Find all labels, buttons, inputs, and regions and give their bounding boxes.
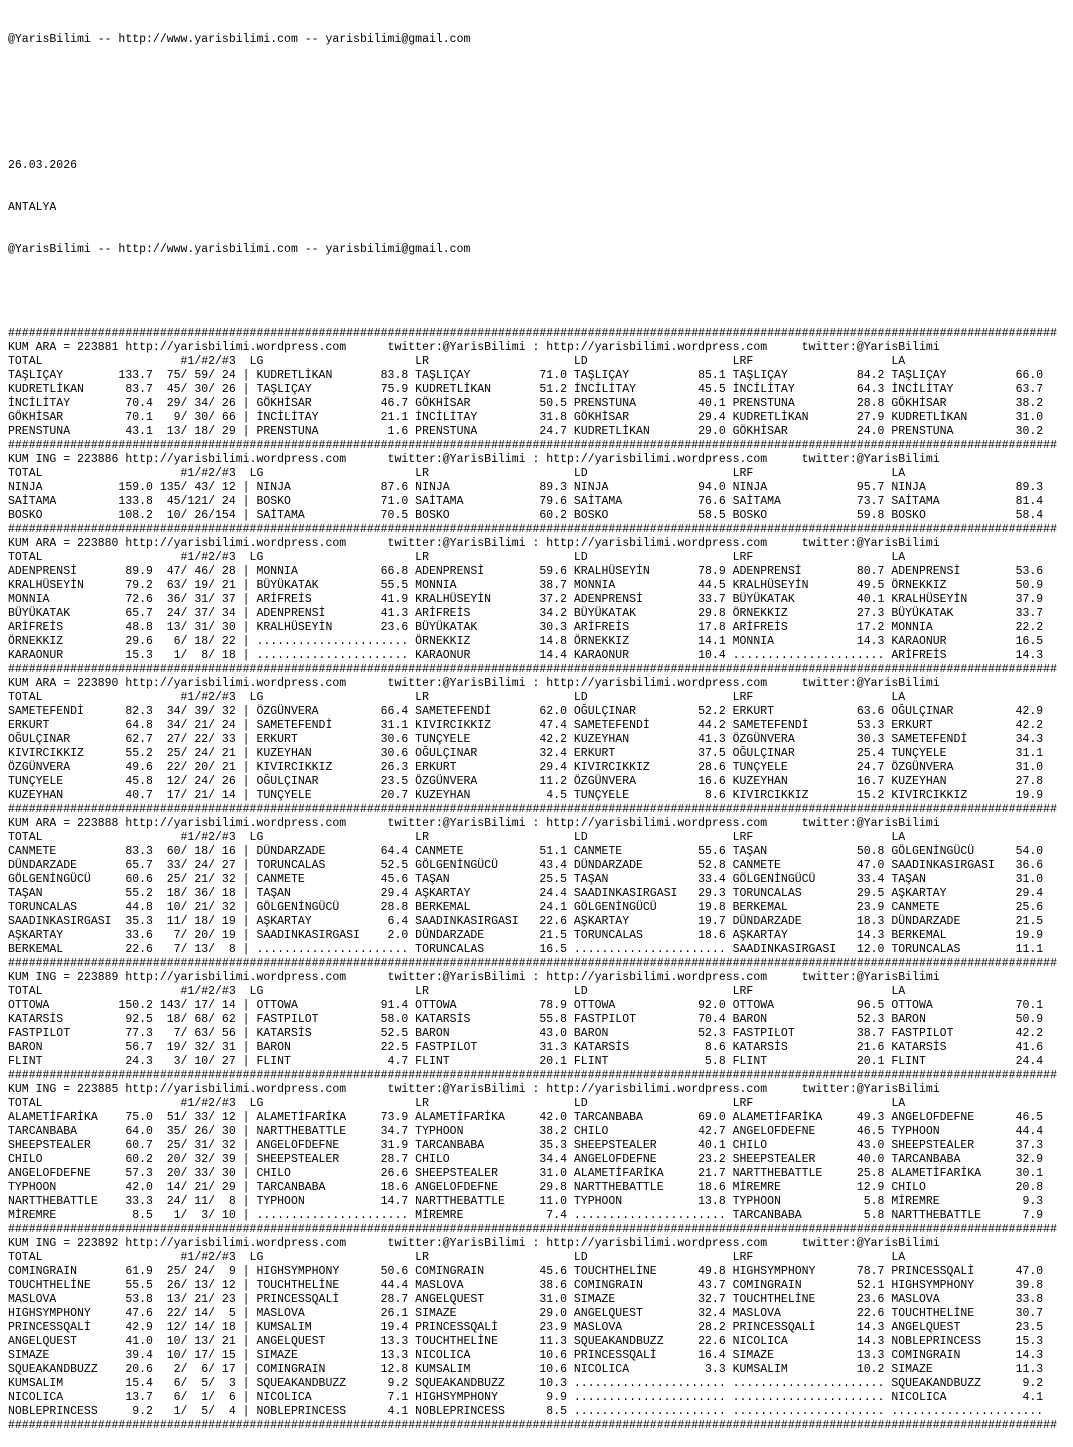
table-row: GÖLGENİNGÜCÜ 60.6 25/ 21/ 32 | CANMETE 45.6 TAŞAN 25.5 TAŞAN 33.4 GÖLGENİNGÜCÜ 33.4 TAŞAN 31.0 (8, 873, 1044, 886)
table-row: PRENSTUNA 43.1 13/ 18/ 29 | PRENSTUNA 1.6 PRENSTUNA 24.7 KUDRETLİKAN 29.0 GÖKHİSAR 24.0 PRENSTUNA 30.2 (8, 425, 1044, 438)
table-row: SAİTAMA 133.8 45/121/ 24 | BOSKO 71.0 SAİTAMA 79.6 SAİTAMA 76.6 SAİTAMA 73.7 SAİTAMA 81.4 (8, 495, 1044, 508)
table-row: MASLOVA 53.8 13/ 21/ 23 | PRINCESSQALİ 28.7 ANGELQUEST 31.0 SIMAZE 32.7 TOUCHTHELİNE 23.6 MASLOVA 33.8 (8, 1293, 1044, 1306)
table-row: BARON 56.7 19/ 32/ 31 | BARON 22.5 FASTPILOT 31.3 KATARSİS 8.6 KATARSİS 21.6 KATARSİS 41.6 (8, 1041, 1044, 1054)
table-row: TOUCHTHELİNE 55.5 26/ 13/ 12 | TOUCHTHELİNE 44.4 MASLOVA 38.6 COMINGRAIN 43.7 COMINGRAIN 52.1 HIGHSYMPHONY 39.8 (8, 1279, 1044, 1292)
table-row: KUDRETLİKAN 83.7 45/ 30/ 26 | TAŞLIÇAY 75.9 KUDRETLİKAN 51.2 İNCİLİTAY 45.5 İNCİLİTAY 64.3 İNCİLİTAY 63.7 (8, 383, 1044, 396)
separator-line: ######################################################################################################################################################## (8, 663, 1057, 676)
table-row: CANMETE 83.3 60/ 18/ 16 | DÜNDARZADE 64.4 CANMETE 51.1 CANMETE 55.6 TAŞAN 50.8 GÖLGENİNGÜCÜ 54.0 (8, 845, 1044, 858)
race-sections (8, 327, 1073, 1433)
column-header: TOTAL #1/#2/#3 LG LR LD LRF LA (8, 551, 906, 564)
blank-line (8, 75, 1073, 89)
table-row: ARİFREİS 48.8 13/ 31/ 30 | KRALHÜSEYİN 23.6 BÜYÜKATAK 30.3 ARİFREİS 17.8 ARİFREİS 17.2 MONNIA 22.2 (8, 621, 1044, 634)
table-row: AŞKARTAY 33.6 7/ 20/ 19 | SAADINKASIRGASI 2.0 DÜNDARZADE 21.5 TORUNCALAS 18.6 AŞKARTAY 14.3 BERKEMAL 19.9 (8, 929, 1044, 942)
table-row: ÖRNEKKIZ 29.6 6/ 18/ 22 | ...................... ÖRNEKKIZ 14.8 ÖRNEKKIZ 14.1 MONNIA 14.3 KARAONUR 16.5 (8, 635, 1044, 648)
column-header: TOTAL #1/#2/#3 LG LR LD LRF LA (8, 831, 906, 844)
table-row: ERKURT 64.8 34/ 21/ 24 | SAMETEFENDİ 31.1 KIVIRCIKKIZ 47.4 SAMETEFENDİ 44.2 SAMETEFENDİ 53.3 ERKURT 42.2 (8, 719, 1044, 732)
table-row: KATARSİS 92.5 18/ 68/ 62 | FASTPILOT 58.0 KATARSİS 55.8 FASTPILOT 70.4 BARON 52.3 BARON 50.9 (8, 1013, 1044, 1026)
race-title: KUM ING = 223889 http://yarisbilimi.wordpress.com twitter:@YarisBilimi : http://yarisbilimi.wordpress.com twitter:@YarisBilimi (8, 971, 940, 984)
column-header: TOTAL #1/#2/#3 LG LR LD LRF LA (8, 691, 906, 704)
table-row: NOBLEPRINCESS 9.2 1/ 5/ 4 | NOBLEPRINCESS 4.1 NOBLEPRINCESS 8.5 ...................... ...................... ...................... (8, 1405, 1044, 1418)
separator-line: ######################################################################################################################################################## (8, 957, 1057, 970)
table-row: İNCİLİTAY 70.4 29/ 34/ 26 | GÖKHİSAR 46.7 GÖKHİSAR 50.5 PRENSTUNA 40.1 PRENSTUNA 28.8 GÖKHİSAR 38.2 (8, 397, 1044, 410)
race-title: KUM ING = 223886 http://yarisbilimi.wordpress.com twitter:@YarisBilimi : http://yarisbilimi.wordpress.com twitter:@YarisBilimi (8, 453, 940, 466)
table-row: TARCANBABA 64.0 35/ 26/ 30 | NARTTHEBATTLE 34.7 TYPHOON 38.2 CHILO 42.7 ANGELOFDEFNE 46.5 TYPHOON 44.4 (8, 1125, 1044, 1138)
table-row: MİREMRE 8.5 1/ 3/ 10 | ...................... MİREMRE 7.4 ...................... TARCANBABA 5.8 NARTTHEBATTLE 7.9 (8, 1209, 1044, 1222)
table-row: SQUEAKANDBUZZ 20.6 2/ 6/ 17 | COMINGRAIN 12.8 KUMSALIM 10.6 NICOLICA 3.3 KUMSALIM 10.2 SIMAZE 11.3 (8, 1363, 1044, 1376)
column-header: TOTAL #1/#2/#3 LG LR LD LRF LA (8, 355, 906, 368)
separator-line: ######################################################################################################################################################## (8, 1223, 1057, 1236)
table-row: BOSKO 108.2 10/ 26/154 | SAİTAMA 70.5 BOSKO 60.2 BOSKO 58.5 BOSKO 59.8 BOSKO 58.4 (8, 509, 1044, 522)
table-row: NARTTHEBATTLE 33.3 24/ 11/ 8 | TYPHOON 14.7 NARTTHEBATTLE 11.0 TYPHOON 13.8 TYPHOON 5.8 MİREMRE 9.3 (8, 1195, 1044, 1208)
report-date: 26.03.2026 (8, 159, 78, 172)
table-row: ALAMETİFARİKA 75.0 51/ 33/ 12 | ALAMETİFARİKA 73.9 ALAMETİFARİKA 42.0 TARCANBABA 69.0 ALAMETİFARİKA 49.3 ANGELOFDEFNE 46.5 (8, 1111, 1044, 1124)
table-row: ANGELQUEST 41.0 10/ 13/ 21 | ANGELQUEST 13.3 TOUCHTHELİNE 11.3 SQUEAKANDBUZZ 22.6 NICOLICA 14.3 NOBLEPRINCESS 15.3 (8, 1335, 1044, 1348)
column-header: TOTAL #1/#2/#3 LG LR LD LRF LA (8, 1097, 906, 1110)
contact-line: @YarisBilimi -- http://www.yarisbilimi.com -- yarisbilimi@gmail.com (8, 33, 471, 46)
separator-line: ######################################################################################################################################################## (8, 523, 1057, 536)
table-row: KIVIRCIKKIZ 55.2 25/ 24/ 21 | KUZEYHAN 30.6 OĞULÇINAR 32.4 ERKURT 37.5 OĞULÇINAR 25.4 TUNÇYELE 31.1 (8, 747, 1044, 760)
table-row: HIGHSYMPHONY 47.6 22/ 14/ 5 | MASLOVA 26.1 SIMAZE 29.0 ANGELQUEST 32.4 MASLOVA 22.6 TOUCHTHELİNE 30.7 (8, 1307, 1044, 1320)
race-title: KUM ING = 223892 http://yarisbilimi.wordpress.com twitter:@YarisBilimi : http://yarisbilimi.wordpress.com twitter:@YarisBilimi (8, 1237, 940, 1250)
column-header: TOTAL #1/#2/#3 LG LR LD LRF LA (8, 467, 906, 480)
table-row: KARAONUR 15.3 1/ 8/ 18 | ...................... KARAONUR 14.4 KARAONUR 10.4 ...................... ARİFREİS 14.3 (8, 649, 1044, 662)
race-section (8, 803, 1073, 957)
table-row: OĞULÇINAR 62.7 27/ 22/ 33 | ERKURT 30.6 TUNÇYELE 42.2 KUZEYHAN 41.3 ÖZGÜNVERA 30.3 SAMETEFENDİ 34.3 (8, 733, 1044, 746)
race-section (8, 439, 1073, 523)
table-row: ADENPRENSİ 89.9 47/ 46/ 28 | MONNIA 66.8 ADENPRENSİ 59.6 KRALHÜSEYİN 78.9 ADENPRENSİ 80.7 ADENPRENSİ 53.6 (8, 565, 1044, 578)
table-row: FASTPILOT 77.3 7/ 63/ 56 | KATARSİS 52.5 BARON 43.0 BARON 52.3 FASTPILOT 38.7 FASTPILOT 42.2 (8, 1027, 1044, 1040)
race-section (8, 1223, 1073, 1419)
table-row: FLINT 24.3 3/ 10/ 27 | FLINT 4.7 FLINT 20.1 FLINT 5.8 FLINT 20.1 FLINT 24.4 (8, 1055, 1044, 1068)
separator-line: ######################################################################################################################################################## (8, 803, 1057, 816)
table-row: MONNIA 72.6 36/ 31/ 37 | ARİFREİS 41.9 KRALHÜSEYİN 37.2 ADENPRENSİ 33.7 BÜYÜKATAK 40.1 KRALHÜSEYİN 37.9 (8, 593, 1044, 606)
table-row: NICOLICA 13.7 6/ 1/ 6 | NICOLICA 7.1 HIGHSYMPHONY 9.9 ...................... ...................... NICOLICA 4.1 (8, 1391, 1044, 1404)
race-section (8, 663, 1073, 803)
race-title: KUM ARA = 223890 http://yarisbilimi.wordpress.com twitter:@YarisBilimi : http://yarisbilimi.wordpress.com twitter:@YarisBilimi (8, 677, 940, 690)
table-row: COMINGRAIN 61.9 25/ 24/ 9 | HIGHSYMPHONY 50.6 COMINGRAIN 45.6 TOUCHTHELİNE 49.8 HIGHSYMPHONY 78.7 PRINCESSQALİ 47.0 (8, 1265, 1044, 1278)
blank-line (8, 117, 1073, 131)
report-city: ANTALYA (8, 201, 57, 214)
table-row: KUMSALIM 15.4 6/ 5/ 3 | SQUEAKANDBUZZ 9.2 SQUEAKANDBUZZ 10.3 ...................... ...................... SQUEAKANDBUZZ 9.2 (8, 1377, 1044, 1390)
table-row: ÖZGÜNVERA 49.6 22/ 20/ 21 | KIVIRCIKKIZ 26.3 ERKURT 29.4 KIVIRCIKKIZ 28.6 TUNÇYELE 24.7 ÖZGÜNVERA 31.0 (8, 761, 1044, 774)
race-title: KUM ARA = 223881 http://yarisbilimi.wordpress.com twitter:@YarisBilimi : http://yarisbilimi.wordpress.com twitter:@YarisBilimi (8, 341, 940, 354)
separator-line: ######################################################################################################################################################## (8, 439, 1057, 452)
table-row: ANGELOFDEFNE 57.3 20/ 33/ 30 | CHILO 26.6 SHEEPSTEALER 31.0 ALAMETİFARİKA 21.7 NARTTHEBATTLE 25.8 ALAMETİFARİKA 30.1 (8, 1167, 1044, 1180)
table-row: SAMETEFENDİ 82.3 34/ 39/ 32 | ÖZGÜNVERA 66.4 SAMETEFENDİ 62.0 OĞULÇINAR 52.2 ERKURT 63.6 OĞULÇINAR 42.9 (8, 705, 1044, 718)
table-row: TORUNCALAS 44.8 10/ 21/ 32 | GÖLGENİNGÜCÜ 28.8 BERKEMAL 24.1 GÖLGENİNGÜCÜ 19.8 BERKEMAL 23.9 CANMETE 25.6 (8, 901, 1044, 914)
separator-line: ######################################################################################################################################################## (8, 1419, 1057, 1432)
column-header: TOTAL #1/#2/#3 LG LR LD LRF LA (8, 1251, 906, 1264)
separator-line: ######################################################################################################################################################## (8, 1069, 1057, 1082)
table-row: CHILO 60.2 20/ 32/ 39 | SHEEPSTEALER 28.7 CHILO 34.4 ANGELOFDEFNE 23.2 SHEEPSTEALER 40.0 TARCANBABA 32.9 (8, 1153, 1044, 1166)
race-section (8, 957, 1073, 1069)
table-row: TYPHOON 42.0 14/ 21/ 29 | TARCANBABA 18.6 ANGELOFDEFNE 29.8 NARTTHEBATTLE 18.6 MİREMRE 12.9 CHILO 20.8 (8, 1181, 1044, 1194)
table-row: PRINCESSQALİ 42.9 12/ 14/ 18 | KUMSALIM 19.4 PRINCESSQALİ 23.9 MASLOVA 28.2 PRINCESSQALİ 14.3 ANGELQUEST 23.5 (8, 1321, 1044, 1334)
table-row: TAŞLIÇAY 133.7 75/ 59/ 24 | KUDRETLİKAN 83.8 TAŞLIÇAY 71.0 TAŞLIÇAY 85.1 TAŞLIÇAY 84.2 TAŞLIÇAY 66.0 (8, 369, 1044, 382)
table-row: BÜYÜKATAK 65.7 24/ 37/ 34 | ADENPRENSİ 41.3 ARİFREİS 34.2 BÜYÜKATAK 29.8 ÖRNEKKIZ 27.3 BÜYÜKATAK 33.7 (8, 607, 1044, 620)
table-row: NINJA 159.0 135/ 43/ 12 | NINJA 87.6 NINJA 89.3 NINJA 94.0 NINJA 95.7 NINJA 89.3 (8, 481, 1044, 494)
race-section (8, 1069, 1073, 1223)
race-title: KUM ARA = 223888 http://yarisbilimi.wordpress.com twitter:@YarisBilimi : http://yarisbilimi.wordpress.com twitter:@YarisBilimi (8, 817, 940, 830)
blank-line (8, 285, 1073, 299)
race-title: KUM ING = 223885 http://yarisbilimi.wordpress.com twitter:@YarisBilimi : http://yarisbilimi.wordpress.com twitter:@YarisBilimi (8, 1083, 940, 1096)
table-row: BERKEMAL 22.6 7/ 13/ 8 | ...................... TORUNCALAS 16.5 ...................... SAADINKASIRGASI 12.0 TORUNCALAS 11.1 (8, 943, 1044, 956)
table-row: SHEEPSTEALER 60.7 25/ 31/ 32 | ANGELOFDEFNE 31.9 TARCANBABA 35.3 SHEEPSTEALER 40.1 CHILO 43.0 SHEEPSTEALER 37.3 (8, 1139, 1044, 1152)
table-row: TAŞAN 55.2 18/ 36/ 18 | TAŞAN 29.4 AŞKARTAY 24.4 SAADINKASIRGASI 29.3 TORUNCALAS 29.5 AŞKARTAY 29.4 (8, 887, 1044, 900)
table-row: SIMAZE 39.4 10/ 17/ 15 | SIMAZE 13.3 NICOLICA 10.6 PRINCESSQALİ 16.4 SIMAZE 13.3 COMINGRAIN 14.3 (8, 1349, 1044, 1362)
race-title: KUM ARA = 223880 http://yarisbilimi.wordpress.com twitter:@YarisBilimi : http://yarisbilimi.wordpress.com twitter:@YarisBilimi (8, 537, 940, 550)
table-row: GÖKHİSAR 70.1 9/ 30/ 66 | İNCİLİTAY 21.1 İNCİLİTAY 31.8 GÖKHİSAR 29.4 KUDRETLİKAN 27.9 KUDRETLİKAN 31.0 (8, 411, 1044, 424)
separator-line: ######################################################################################################################################################## (8, 327, 1057, 340)
table-row: KUZEYHAN 40.7 17/ 21/ 14 | TUNÇYELE 20.7 KUZEYHAN 4.5 TUNÇYELE 8.6 KIVIRCIKKIZ 15.2 KIVIRCIKKIZ 19.9 (8, 789, 1044, 802)
race-section (8, 327, 1073, 439)
table-row: TUNÇYELE 45.8 12/ 24/ 26 | OĞULÇINAR 23.5 ÖZGÜNVERA 11.2 ÖZGÜNVERA 16.6 KUZEYHAN 16.7 KUZEYHAN 27.8 (8, 775, 1044, 788)
table-row: SAADINKASIRGASI 35.3 11/ 18/ 19 | AŞKARTAY 6.4 SAADINKASIRGASI 22.6 AŞKARTAY 19.7 DÜNDARZADE 18.3 DÜNDARZADE 21.5 (8, 915, 1044, 928)
table-row: DÜNDARZADE 65.7 33/ 24/ 27 | TORUNCALAS 52.5 GÖLGENİNGÜCÜ 43.4 DÜNDARZADE 52.8 CANMETE 47.0 SAADINKASIRGASI 36.6 (8, 859, 1044, 872)
contact-line-2: @YarisBilimi -- http://www.yarisbilimi.com -- yarisbilimi@gmail.com (8, 243, 471, 256)
race-section (8, 523, 1073, 663)
table-row: KRALHÜSEYİN 79.2 63/ 19/ 21 | BÜYÜKATAK 55.5 MONNIA 38.7 MONNIA 44.5 KRALHÜSEYİN 49.5 ÖRNEKKIZ 50.9 (8, 579, 1044, 592)
table-row: OTTOWA 150.2 143/ 17/ 14 | OTTOWA 91.4 OTTOWA 78.9 OTTOWA 92.0 OTTOWA 96.5 OTTOWA 70.1 (8, 999, 1044, 1012)
column-header: TOTAL #1/#2/#3 LG LR LD LRF LA (8, 985, 906, 998)
